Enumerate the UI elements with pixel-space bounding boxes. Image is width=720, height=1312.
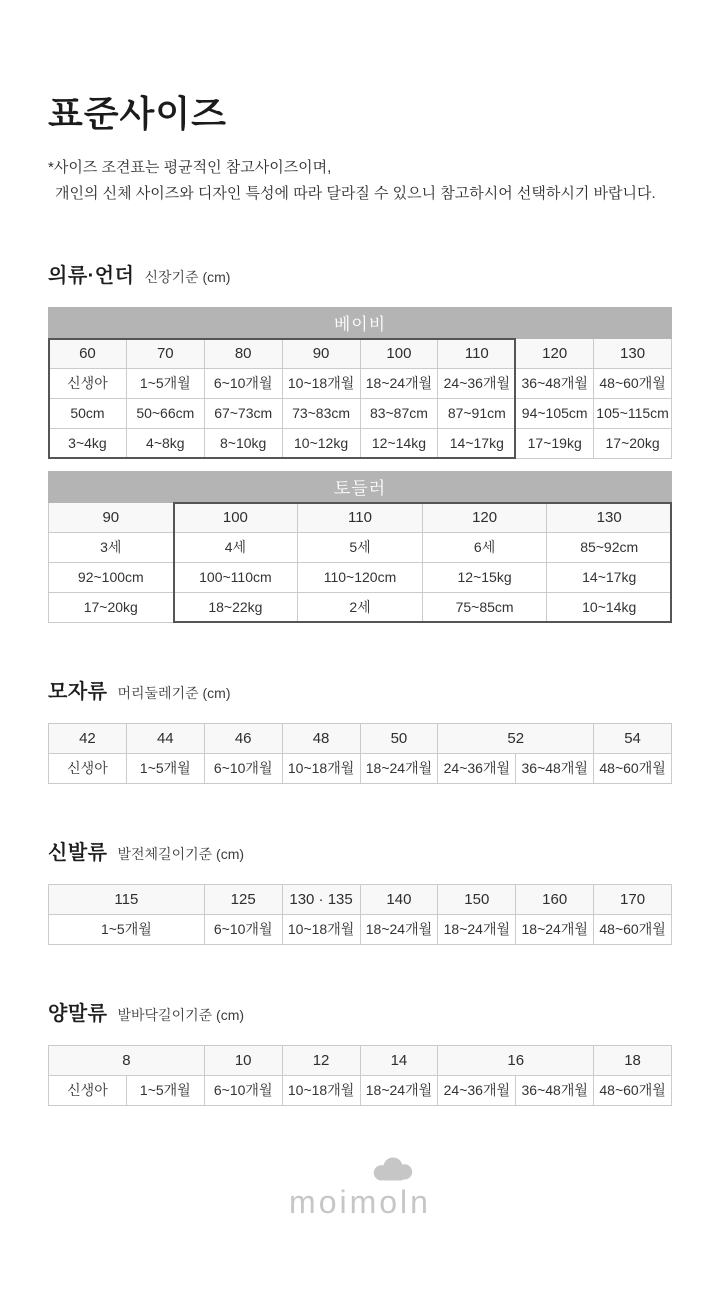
size-cell: 52 — [438, 723, 594, 753]
size-cell: 100 — [360, 338, 438, 368]
size-cell: 12~15kg — [422, 562, 547, 592]
size-cell: 12~14kg — [360, 428, 438, 458]
size-cell: 17~20kg — [594, 428, 672, 458]
size-cell: 140 — [360, 884, 438, 914]
size-note-line1: *사이즈 조견표는 평균적인 참고사이즈이며, — [48, 159, 332, 177]
size-cell: 94~105cm — [516, 398, 594, 428]
size-cell: 125 — [204, 884, 282, 914]
table-row — [49, 532, 672, 562]
section-clothing-heading — [48, 259, 672, 288]
section-clothing-under — [48, 259, 672, 623]
cloud-icon — [369, 1156, 417, 1182]
size-cell: 12 — [282, 1045, 360, 1075]
size-cell: 5세 — [298, 532, 423, 562]
size-cell: 6세 — [422, 532, 547, 562]
size-cell: 18~24개월 — [360, 753, 438, 783]
table-row — [49, 1045, 672, 1075]
table-row — [49, 914, 672, 944]
size-cell: 48~60개월 — [594, 914, 672, 944]
size-cell: 10~18개월 — [282, 914, 360, 944]
brand-logo — [48, 1156, 672, 1242]
size-cell: 신생아 — [49, 753, 127, 783]
size-cell: 48 — [282, 723, 360, 753]
size-cell: 130 — [547, 502, 672, 532]
size-cell: 18~24개월 — [438, 914, 516, 944]
section-socks — [48, 997, 672, 1106]
size-cell: 24~36개월 — [438, 1075, 516, 1105]
size-cell: 1~5개월 — [126, 368, 204, 398]
size-cell: 46 — [204, 723, 282, 753]
section-title: 신발류 — [48, 841, 108, 864]
size-cell: 10~18개월 — [282, 753, 360, 783]
section-hats — [48, 675, 672, 784]
size-cell: 50cm — [49, 398, 127, 428]
size-cell: 75~85cm — [422, 592, 547, 622]
size-cell: 36~48개월 — [516, 1075, 594, 1105]
size-cell: 6~10개월 — [204, 914, 282, 944]
size-cell: 16 — [438, 1045, 594, 1075]
size-cell: 14 — [360, 1045, 438, 1075]
table-row — [49, 502, 672, 532]
toddler-size-table-grid — [48, 471, 672, 623]
baby-size-table-grid — [48, 307, 672, 459]
size-cell: 1~5개월 — [126, 753, 204, 783]
size-cell: 10~12kg — [282, 428, 360, 458]
table-band-title: 토들러 — [49, 471, 672, 502]
size-cell: 44 — [126, 723, 204, 753]
size-cell: 120 — [516, 338, 594, 368]
size-cell: 10~14kg — [547, 592, 672, 622]
size-cell: 18 — [594, 1045, 672, 1075]
page-title: 표준사이즈 — [48, 93, 227, 134]
section-shoes — [48, 836, 672, 945]
size-cell: 100 — [173, 502, 298, 532]
clothing-tables — [48, 307, 672, 623]
size-cell: 92~100cm — [49, 562, 174, 592]
size-cell: 130 — [594, 338, 672, 368]
size-cell: 신생아 — [49, 368, 127, 398]
size-cell: 36~48개월 — [516, 368, 594, 398]
table-row — [49, 1075, 672, 1105]
section-subtitle: 머리둘레기준 (cm) — [117, 684, 231, 701]
size-cell: 160 — [516, 884, 594, 914]
size-cell: 120 — [422, 502, 547, 532]
section-subtitle: 발전체길이기준 (cm) — [117, 845, 245, 862]
brand-logo-text: moimoln — [289, 1183, 431, 1220]
section-subtitle: 신장기준 (cm) — [144, 268, 231, 285]
size-cell: 10 — [204, 1045, 282, 1075]
section-subtitle: 발바닥길이기준 (cm) — [117, 1006, 245, 1023]
size-cell: 24~36개월 — [438, 368, 516, 398]
size-cell: 1~5개월 — [126, 1075, 204, 1105]
size-cell: 14~17kg — [438, 428, 516, 458]
size-cell: 18~22kg — [173, 592, 298, 622]
size-cell: 150 — [438, 884, 516, 914]
table-band-title: 베이비 — [49, 307, 672, 338]
section-hats-heading — [48, 675, 672, 704]
size-cell: 70 — [126, 338, 204, 368]
section-title: 양말류 — [48, 1002, 108, 1025]
size-note-line2: 개인의 신체 사이즈와 디자인 특성에 따라 달라질 수 있으니 참고하시어 선택하시기 바랍니다. — [55, 184, 656, 202]
size-cell: 60 — [49, 338, 127, 368]
size-cell: 42 — [49, 723, 127, 753]
size-cell: 4~8kg — [126, 428, 204, 458]
socks-size-table — [48, 1045, 672, 1106]
size-cell: 130 · 135 — [282, 884, 360, 914]
size-cell: 6~10개월 — [204, 1075, 282, 1105]
size-cell: 4세 — [173, 532, 298, 562]
size-cell: 17~20kg — [49, 592, 174, 622]
size-cell: 105~115cm — [594, 398, 672, 428]
size-cell: 170 — [594, 884, 672, 914]
size-cell: 110 — [298, 502, 423, 532]
size-cell: 18~24개월 — [516, 914, 594, 944]
size-cell: 14~17kg — [547, 562, 672, 592]
toddler-size-table — [48, 471, 672, 623]
table-row — [49, 428, 672, 458]
size-cell: 87~91cm — [438, 398, 516, 428]
hats-tables — [48, 723, 672, 784]
size-cell: 18~24개월 — [360, 1075, 438, 1105]
size-cell: 6~10개월 — [204, 753, 282, 783]
section-socks-heading — [48, 997, 672, 1026]
table-row — [49, 753, 672, 783]
size-cell: 73~83cm — [282, 398, 360, 428]
table-row — [49, 398, 672, 428]
size-cell: 36~48개월 — [516, 753, 594, 783]
table-row — [49, 723, 672, 753]
size-cell: 67~73cm — [204, 398, 282, 428]
size-cell: 83~87cm — [360, 398, 438, 428]
size-cell: 48~60개월 — [594, 1075, 672, 1105]
size-cell: 48~60개월 — [594, 368, 672, 398]
size-cell: 85~92cm — [547, 532, 672, 562]
size-cell: 80 — [204, 338, 282, 368]
size-cell: 100~110cm — [173, 562, 298, 592]
brand-logo-inner — [289, 1156, 431, 1221]
hats-size-table-grid — [48, 723, 672, 784]
hats-size-table — [48, 723, 672, 784]
socks-size-table-grid — [48, 1045, 672, 1106]
size-cell: 90 — [282, 338, 360, 368]
section-shoes-heading — [48, 836, 672, 865]
shoes-size-table — [48, 884, 672, 945]
size-cell: 신생아 — [49, 1075, 127, 1105]
size-cell: 110 — [438, 338, 516, 368]
shoes-tables — [48, 884, 672, 945]
size-cell: 3~4kg — [49, 428, 127, 458]
size-cell: 50 — [360, 723, 438, 753]
section-title: 의류·언더 — [48, 264, 135, 287]
size-note — [48, 155, 672, 207]
shoes-size-table-grid — [48, 884, 672, 945]
size-cell: 8~10kg — [204, 428, 282, 458]
table-row — [49, 338, 672, 368]
table-row — [49, 884, 672, 914]
table-row — [49, 368, 672, 398]
size-cell: 90 — [49, 502, 174, 532]
baby-size-table — [48, 307, 672, 459]
size-cell: 24~36개월 — [438, 753, 516, 783]
size-cell: 10~18개월 — [282, 368, 360, 398]
size-cell: 18~24개월 — [360, 368, 438, 398]
size-cell: 3세 — [49, 532, 174, 562]
socks-tables — [48, 1045, 672, 1106]
size-cell: 2세 — [298, 592, 423, 622]
size-cell: 1~5개월 — [49, 914, 205, 944]
size-cell: 10~18개월 — [282, 1075, 360, 1105]
size-cell: 8 — [49, 1045, 205, 1075]
size-cell: 54 — [594, 723, 672, 753]
size-cell: 48~60개월 — [594, 753, 672, 783]
size-cell: 17~19kg — [516, 428, 594, 458]
size-cell: 18~24개월 — [360, 914, 438, 944]
table-row — [49, 562, 672, 592]
size-cell: 110~120cm — [298, 562, 423, 592]
size-cell: 6~10개월 — [204, 368, 282, 398]
section-title: 모자류 — [48, 680, 108, 703]
size-cell: 115 — [49, 884, 205, 914]
size-cell: 50~66cm — [126, 398, 204, 428]
table-row — [49, 592, 672, 622]
